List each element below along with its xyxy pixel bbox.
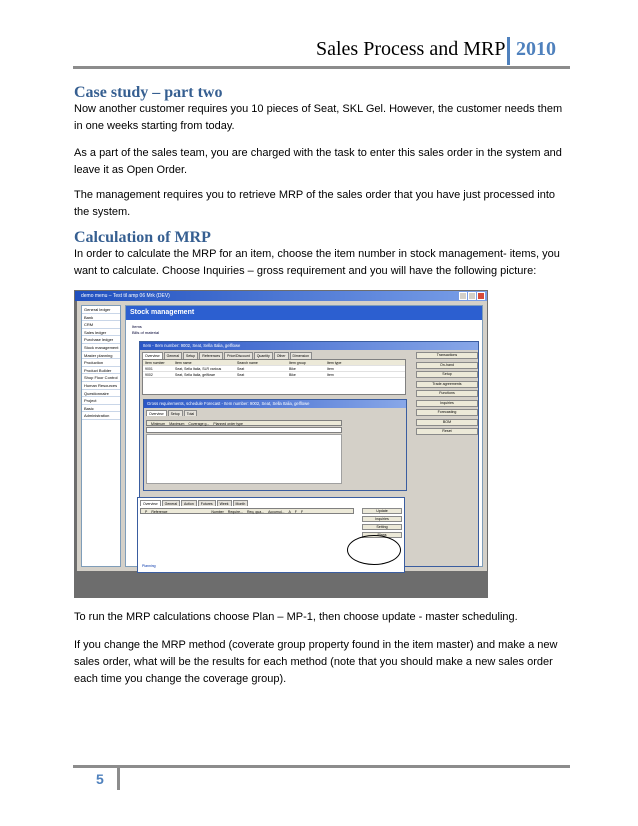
heading-case-study: Case study – part two — [74, 84, 223, 101]
inquiries-button: Inquiries — [362, 516, 402, 522]
footer-divider — [117, 768, 120, 790]
column-header: Reference — [151, 510, 168, 514]
column-header: Item group — [289, 361, 306, 365]
heading-calculation-of-mrp: Calculation of MRP — [74, 229, 211, 246]
column-header: Item type — [327, 361, 342, 365]
table-row — [143, 372, 405, 378]
gross-requirements-row — [146, 427, 342, 433]
nav-item: Basic — [82, 405, 120, 413]
tab: General — [164, 352, 182, 359]
running-header-year: 2010 — [516, 38, 556, 60]
plans-button: Plans — [362, 532, 402, 538]
tree-item: Items — [132, 324, 142, 329]
figure-app-frame — [77, 301, 487, 571]
highlight-circle — [347, 535, 401, 565]
tab: Month — [233, 500, 249, 506]
column-header: F — [300, 510, 304, 514]
tab: Overview — [140, 500, 161, 506]
action-button: Inquiries — [416, 400, 478, 407]
tab: Dimension — [290, 352, 313, 359]
column-header: Planned order type — [213, 422, 243, 426]
nav-item: CRM — [82, 321, 120, 329]
nav-item: Bank — [82, 314, 120, 322]
nav-item: Stock management — [84, 344, 119, 350]
column-header: Search name — [237, 361, 258, 365]
tab: General — [162, 500, 180, 506]
nav-item: Administration — [82, 412, 120, 420]
column-header: F — [294, 510, 297, 514]
gross-requirements-header — [146, 420, 342, 426]
column-header: Accumul... — [268, 510, 285, 514]
setting-button: Setting — [362, 524, 402, 530]
tab: Overview — [142, 352, 163, 359]
column-header: Item number — [145, 361, 165, 365]
screenshot-figure — [74, 290, 488, 598]
paragraph: If you change the MRP method (coverate group property found in the item master) and make a new sales order, what will be the results for each method (note that you should make a new sales order each time you change the coverage group). — [74, 639, 558, 685]
action-button: Transactions — [416, 352, 478, 359]
header-divider — [507, 37, 510, 65]
action-button: Functions — [416, 390, 478, 397]
cell: Seat, Sella Italia, SLR various — [175, 367, 222, 371]
nav-item: Questionnaire — [82, 390, 120, 398]
items-tabs — [142, 352, 313, 359]
tab: Quantity — [254, 352, 273, 359]
close-icon — [477, 292, 485, 300]
tree-item: Bills of material — [132, 330, 160, 335]
cell: Item — [327, 367, 334, 371]
figure-title-bar — [75, 291, 487, 301]
cell: Seat — [237, 367, 245, 371]
action-button: BOM — [416, 419, 478, 426]
figure-window-title: demo menu – Test til amp 06 Mrk (DEV) — [81, 293, 170, 299]
action-button: Forecasting — [416, 409, 478, 416]
module-navigation — [81, 305, 121, 567]
tab: Setup — [183, 352, 198, 359]
planning-footer: Planning — [142, 564, 156, 568]
action-button: Reset — [416, 428, 478, 435]
column-header: Number — [211, 510, 224, 514]
cell: Bike — [289, 367, 296, 371]
column-header: A — [288, 510, 291, 514]
window-controls — [459, 292, 485, 300]
action-button: Setup — [416, 371, 478, 378]
tab: Action — [181, 500, 197, 506]
footer-rule — [73, 765, 570, 768]
items-action-buttons — [416, 352, 478, 438]
column-header: Minimum — [151, 422, 166, 426]
column-header: P — [145, 510, 148, 514]
nav-item: Purchase ledger — [82, 336, 120, 344]
gross-requirements-title: Gross requirements, schedule Forecast - Item number: 9002, Seat, Sella Italia, gelflowe — [144, 400, 406, 408]
stock-tree — [132, 324, 159, 336]
tab: Futures — [198, 500, 216, 506]
action-button: Trade agreements — [416, 381, 478, 388]
tab: Other — [274, 352, 289, 359]
action-button: On-hand — [416, 362, 478, 369]
tab: Week — [217, 500, 232, 506]
tab: Overview — [146, 410, 167, 416]
column-header: Require... — [227, 510, 243, 514]
header-rule — [73, 66, 570, 69]
column-header: Maximum — [169, 422, 185, 426]
paragraph: Now another customer requires you 10 pieces of Seat, SKL Gel. However, the customer needs them in one weeks starting from today. — [74, 103, 563, 132]
running-header-title: Sales Process and MRP — [316, 38, 506, 60]
cell: 9001 — [145, 367, 153, 371]
stock-management-title: Stock management — [126, 306, 482, 320]
nav-item: General ledger — [82, 306, 120, 314]
paragraph: As a part of the sales team, you are charged with the task to enter this sales order in the system and leave it as Open Order. — [74, 147, 562, 176]
tab: Setup — [168, 410, 183, 416]
column-header: Coverage g... — [188, 422, 210, 426]
nav-item: Production — [82, 359, 120, 367]
items-window-title: Item - Item number: 9002, Seat, Sella Italia, gelflowe — [140, 342, 478, 350]
update-button: Update — [362, 508, 402, 514]
tab: References — [199, 352, 223, 359]
gross-requirements-tabs — [146, 410, 198, 416]
paragraph: The management requires you to retrieve MRP of the sales order that you have just processed into the system. — [74, 189, 555, 218]
gross-requirements-window — [143, 399, 407, 491]
planning-header — [140, 508, 354, 514]
cell: 9002 — [145, 373, 153, 377]
paragraph: In order to calculate the MRP for an item, choose the item number in stock management- items, you want to calculate. Choose Inquiries – gross requirement and you will have the following picture: — [74, 248, 560, 277]
maximize-icon — [468, 292, 476, 300]
minimize-icon — [459, 292, 467, 300]
gross-requirements-body — [146, 434, 342, 484]
nav-item: Shop Floor Control — [82, 374, 120, 382]
nav-item: Human Resources — [82, 382, 120, 390]
nav-item: Product Builder — [82, 367, 120, 375]
paragraph: To run the MRP calculations choose Plan – MP-1, then choose update - master scheduling. — [74, 611, 518, 623]
tab: Total — [184, 410, 197, 416]
cell: Seat, Sella Italia, gelflowe — [175, 373, 216, 377]
page-number: 5 — [96, 771, 104, 787]
nav-item: Master planning — [82, 352, 120, 360]
items-grid — [142, 359, 406, 395]
nav-item: Sales ledger — [82, 329, 120, 337]
cell: Bike — [289, 373, 296, 377]
tab: Price/Discount — [224, 352, 253, 359]
column-header: Req. qua... — [246, 510, 265, 514]
column-header: Item name — [175, 361, 192, 365]
cell: Item — [327, 373, 334, 377]
planning-tabs — [140, 500, 249, 506]
cell: Seat — [237, 373, 245, 377]
nav-item: Project — [82, 397, 120, 405]
